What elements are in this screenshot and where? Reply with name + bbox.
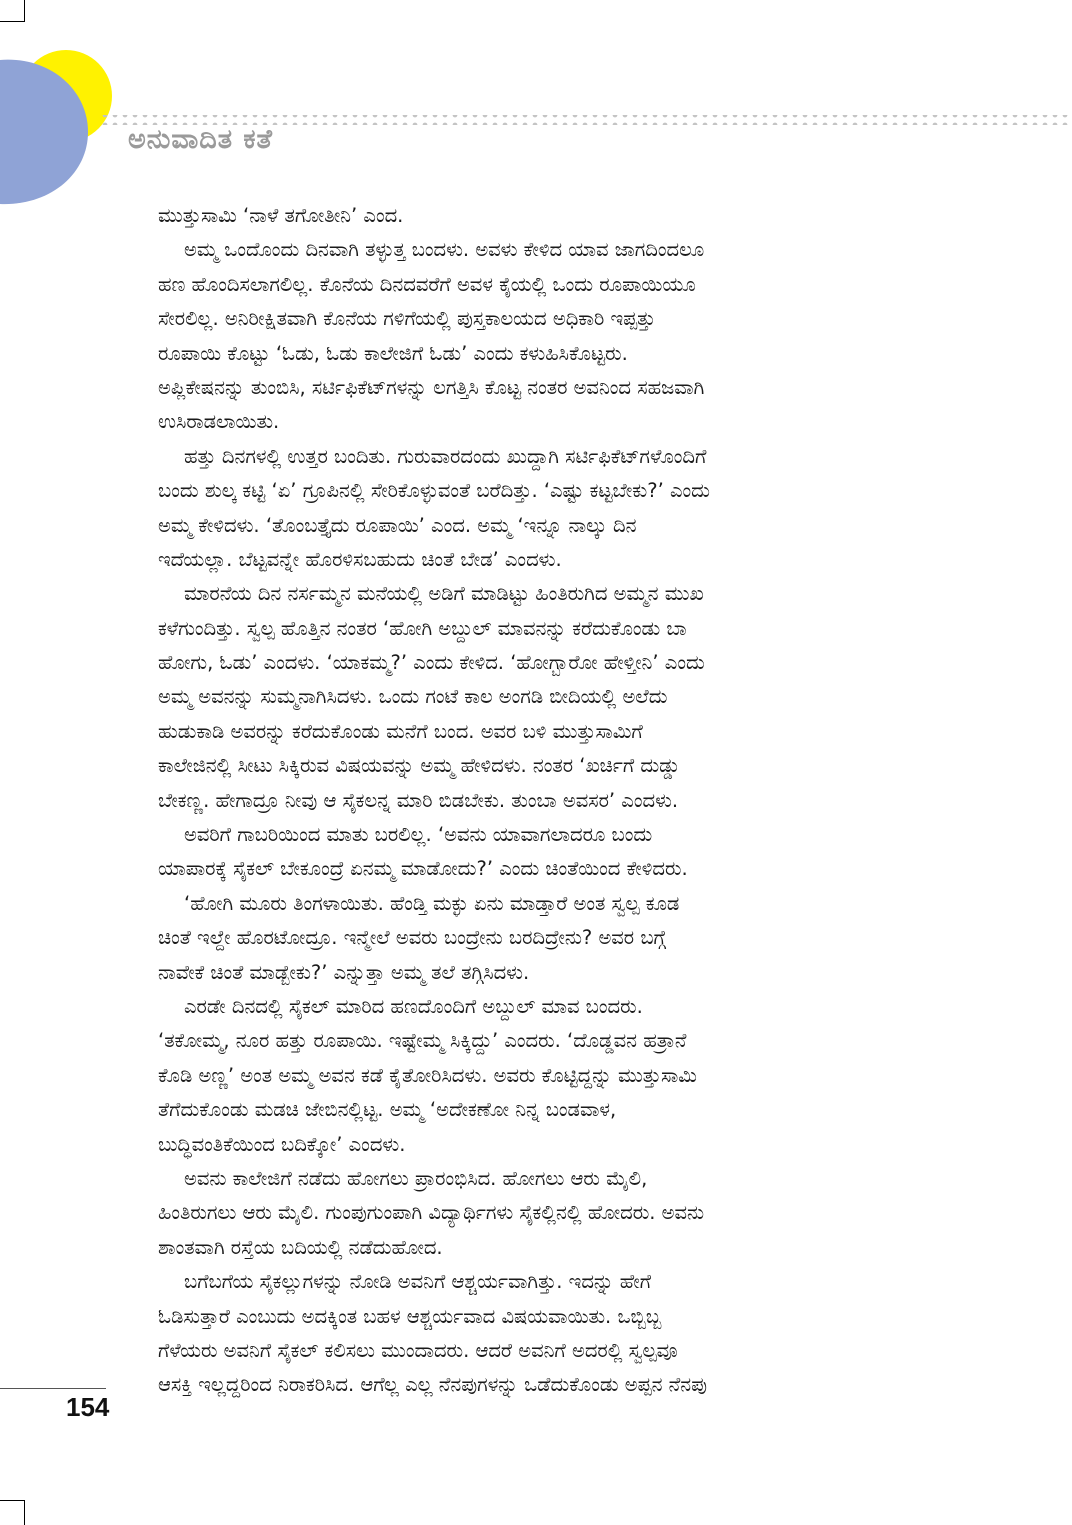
- text-line: ಹಿಂತಿರುಗಲು ಆರು ಮೈಲಿ. ಗುಂಪುಗುಂಪಾಗಿ ವಿದ್ಯಾರ್ಥಿಗಳು ಸೈಕಲ್ಲಿನಲ್ಲಿ ಹೋದರು. ಅವನು: [158, 1201, 705, 1225]
- text-line: ರೂಪಾಯಿ ಕೊಟ್ಟು ‘ಓಡು, ಓಡು ಕಾಲೇಜಿಗೆ ಓಡು’ ಎಂದು ಕಳುಹಿಸಿಕೊಟ್ಟರು.: [158, 341, 628, 365]
- text-line: ಗೆಳೆಯರು ಅವನಿಗೆ ಸೈಕಲ್ ಕಲಿಸಲು ಮುಂದಾದರು. ಆದರೆ ಅವನಿಗೆ ಅದರಲ್ಲಿ ಸ್ವಲ್ಪವೂ: [158, 1338, 678, 1362]
- text-line: ಹೋಗು, ಓಡು’ ಎಂದಳು. ‘ಯಾಕಮ್ಮ?’ ಎಂದು ಕೇಳಿದ. ‘ಹೋಗ್ಬಾರೋ ಹೇಳ್ತೀನಿ’ ಎಂದು: [158, 651, 705, 675]
- crop-mark-bottom-horizontal: [0, 1500, 25, 1501]
- text-line: ಇದೆಯಲ್ಲಾ. ಬೆಟ್ಟವನ್ನೇ ಹೊರಳಿಸಬಹುದು ಚಿಂತೆ ಬೇಡ’ ಎಂದಳು.: [158, 547, 562, 571]
- text-line: ಕಳೆಗುಂದಿತ್ತು. ಸ್ವಲ್ಪ ಹೊತ್ತಿನ ನಂತರ ‘ಹೋಗಿ ಅಬ್ದುಲ್ ಮಾವನನ್ನು ಕರೆದುಕೊಂಡು ಬಾ: [158, 616, 687, 640]
- text-line: ಆಸಕ್ತಿ ಇಲ್ಲದ್ದರಿಂದ ನಿರಾಕರಿಸಿದ. ಆಗೆಲ್ಲ ಎಲ್ಲ ನೆನಪುಗಳನ್ನು ಒಡೆದುಕೊಂಡು ಅಪ್ಪನ ನೆನಪು: [158, 1373, 707, 1397]
- text-line: ಉಸಿರಾಡಲಾಯಿತು.: [158, 410, 280, 434]
- text-line: ಅಮ್ಮ ಅವನನ್ನು ಸುಮ್ಮನಾಗಿಸಿದಳು. ಒಂದು ಗಂಟೆ ಕಾಲ ಅಂಗಡಿ ಬೀದಿಯಲ್ಲಿ ಅಲೆದು: [158, 685, 668, 709]
- crop-mark-bottom-vertical: [24, 1500, 25, 1525]
- text-line: ತೆಗೆದುಕೊಂಡು ಮಡಚಿ ಜೇಬಿನಲ್ಲಿಟ್ಟ. ಅಮ್ಮ ‘ಅದೇಕಣೋ ನಿನ್ನ ಬಂಡವಾಳ,: [158, 1098, 617, 1122]
- text-line: ಕೊಡಿ ಅಣ್ಣ’ ಅಂತ ಅಮ್ಮ ಅವನ ಕಡೆ ಕೈತೋರಿಸಿದಳು. ಅವರು ಕೊಟ್ಟಿದ್ದನ್ನು ಮುತ್ತುಸಾಮಿ: [158, 1063, 697, 1087]
- text-line: ಹುಡುಕಾಡಿ ಅವರನ್ನು ಕರೆದುಕೊಂಡು ಮನೆಗೆ ಬಂದ. ಅವರ ಬಳಿ ಮುತ್ತುಸಾಮಿಗೆ: [158, 719, 643, 743]
- page-number-rule: [0, 1388, 106, 1389]
- text-line: ಹಣ ಹೊಂದಿಸಲಾಗಲಿಲ್ಲ. ಕೊನೆಯ ದಿನದವರೆಗೆ ಅವಳ ಕೈಯಲ್ಲಿ ಒಂದು ರೂಪಾಯಿಯೂ: [158, 272, 696, 296]
- text-line: ಬಗೆಬಗೆಯ ಸೈಕಲ್ಲುಗಳನ್ನು ನೋಡಿ ಅವನಿಗೆ ಆಶ್ಚರ್ಯವಾಗಿತ್ತು. ಇದನ್ನು ಹೇಗೆ: [184, 1270, 652, 1294]
- text-line: ಅವರಿಗೆ ಗಾಬರಿಯಿಂದ ಮಾತು ಬರಲಿಲ್ಲ. ‘ಅವನು ಯಾವಾಗಲಾದರೂ ಬಂದು: [184, 823, 653, 847]
- text-line: ಓಡಿಸುತ್ತಾರೆ ಎಂಬುದು ಅದಕ್ಕಿಂತ ಬಹಳ ಆಶ್ಚರ್ಯವಾದ ವಿಷಯವಾಯಿತು. ಒಬ್ಬಿಬ್ಬ: [158, 1304, 662, 1328]
- text-line: ನಾವೇಕೆ ಚಿಂತೆ ಮಾಡ್ಬೇಕು?’ ಎನ್ನುತ್ತಾ ಅಮ್ಮ ತಲೆ ತಗ್ಗಿಸಿದಳು.: [158, 960, 530, 984]
- text-line: ಅಮ್ಮ ಕೇಳಿದಳು. ‘ತೊಂಬತ್ತೈದು ರೂಪಾಯಿ’ ಎಂದ. ಅಮ್ಮ ‘ಇನ್ನೂ ನಾಲ್ಕು ದಿನ: [158, 513, 637, 537]
- text-line: ಹತ್ತು ದಿನಗಳಲ್ಲಿ ಉತ್ತರ ಬಂದಿತು. ಗುರುವಾರದಂದು ಖುದ್ದಾಗಿ ಸರ್ಟಿಫಿಕೆಟ್‌ಗಳೊಂದಿಗೆ: [184, 444, 707, 468]
- text-line: ಮುತ್ತುಸಾಮಿ ‘ನಾಳೆ ತಗೋತೀನಿ’ ಎಂದ.: [158, 204, 404, 227]
- text-line: ಕಾಲೇಜಿನಲ್ಲಿ ಸೀಟು ಸಿಕ್ಕಿರುವ ವಿಷಯವನ್ನು ಅಮ್ಮ ಹೇಳಿದಳು. ನಂತರ ‘ಖರ್ಚಿಗೆ ದುಡ್ಡು: [158, 754, 681, 778]
- section-title: ಅನುವಾದಿತ ಕತೆ: [128, 124, 273, 155]
- text-line: ಬಂದು ಶುಲ್ಕ ಕಟ್ಟಿ ‘ಏ’ ಗ್ರೂಪಿನಲ್ಲಿ ಸೇರಿಕೊಳ್ಳುವಂತೆ ಬರೆದಿತ್ತು. ‘ಎಷ್ಟು ಕಟ್ಟಬೇಕು?’ ಎಂದು: [158, 479, 710, 503]
- text-line: ಶಾಂತವಾಗಿ ರಸ್ತೆಯ ಬದಿಯಲ್ಲಿ ನಡೆದುಹೋದ.: [158, 1235, 443, 1259]
- text-line: ‘ಹೋಗಿ ಮೂರು ತಿಂಗಳಾಯಿತು. ಹೆಂಡ್ತಿ ಮಕ್ಳು ಏನು ಮಾಡ್ತಾರೆ ಅಂತ ಸ್ವಲ್ಪ ಕೂಡ: [184, 891, 680, 915]
- text-line: ಯಾಪಾರಕ್ಕೆ ಸೈಕಲ್ ಬೇಕೂಂದ್ರೆ ಏನಮ್ಮ ಮಾಡೋದು?’ ಎಂದು ಚಿಂತೆಯಿಂದ ಕೇಳಿದರು.: [158, 857, 688, 881]
- body-text: [158, 199, 918, 1403]
- text-line: ಅಮ್ಮ ಒಂದೊಂದು ದಿನವಾಗಿ ತಳ್ಳುತ್ತ ಬಂದಳು. ಅವಳು ಕೇಳಿದ ಯಾವ ಜಾಗದಿಂದಲೂ: [184, 238, 705, 262]
- page-number: 154: [66, 1392, 110, 1422]
- text-line: ಸೇರಲಿಲ್ಲ. ಅನಿರೀಕ್ಷಿತವಾಗಿ ಕೊನೆಯ ಗಳಿಗೆಯಲ್ಲಿ ಪುಸ್ತಕಾಲಯದ ಅಧಿಕಾರಿ ಇಪ್ಪತ್ತು: [158, 307, 656, 331]
- text-line: ಮಾರನೆಯ ದಿನ ನರ್ಸಮ್ಮನ ಮನೆಯಲ್ಲಿ ಅಡಿಗೆ ಮಾಡಿಟ್ಟು ಹಿಂತಿರುಗಿದ ಅಮ್ಮನ ಮುಖ: [184, 582, 704, 606]
- text-line: ಬುದ್ಧಿವಂತಿಕೆಯಿಂದ ಬದಿಕ್ಕೋ’ ಎಂದಳು.: [158, 1132, 406, 1156]
- text-line: ಬೇಕಣ್ಣ. ಹೇಗಾದ್ರೂ ನೀವು ಆ ಸೈಕಲನ್ನ ಮಾರಿ ಬಿಡಬೇಕು. ತುಂಬಾ ಅವಸರ’ ಎಂದಳು.: [158, 788, 679, 812]
- text-line: ಚಿಂತೆ ಇಲ್ದೇ ಹೊರಟೋದ್ರೂ. ಇನ್ಮೇಲೆ ಅವರು ಬಂದ್ರೇನು ಬರದಿದ್ರೇನು? ಅವರ ಬಗ್ಗೆ: [158, 926, 666, 950]
- text-line: ಎರಡೇ ದಿನದಲ್ಲಿ ಸೈಕಲ್ ಮಾರಿದ ಹಣದೊಂದಿಗೆ ಅಬ್ದುಲ್ ಮಾವ ಬಂದರು.: [184, 994, 643, 1018]
- header-decoration: [0, 0, 1072, 210]
- text-line: ‘ತಕೋಮ್ಮ, ನೂರ ಹತ್ತು ರೂಪಾಯಿ. ಇಷ್ಟೇಮ್ಮ ಸಿಕ್ಕಿದ್ದು’ ಎಂದರು. ‘ದೊಡ್ಡವನ ಹತ್ರಾನೆ: [158, 1029, 687, 1053]
- text-line: ಅವನು ಕಾಲೇಜಿಗೆ ನಡೆದು ಹೋಗಲು ಪ್ರಾರಂಭಿಸಿದ. ಹೋಗಲು ಆರು ಮೈಲಿ,: [184, 1166, 648, 1190]
- text-line: ಅಪ್ಲಿಕೇಷನನ್ನು ತುಂಬಿಸಿ, ಸರ್ಟಿಫಿಕೆಟ್‌ಗಳನ್ನು ಲಗತ್ತಿಸಿ ಕೊಟ್ಟ ನಂತರ ಅವನಿಂದ ಸಹಜವಾಗಿ: [158, 375, 705, 399]
